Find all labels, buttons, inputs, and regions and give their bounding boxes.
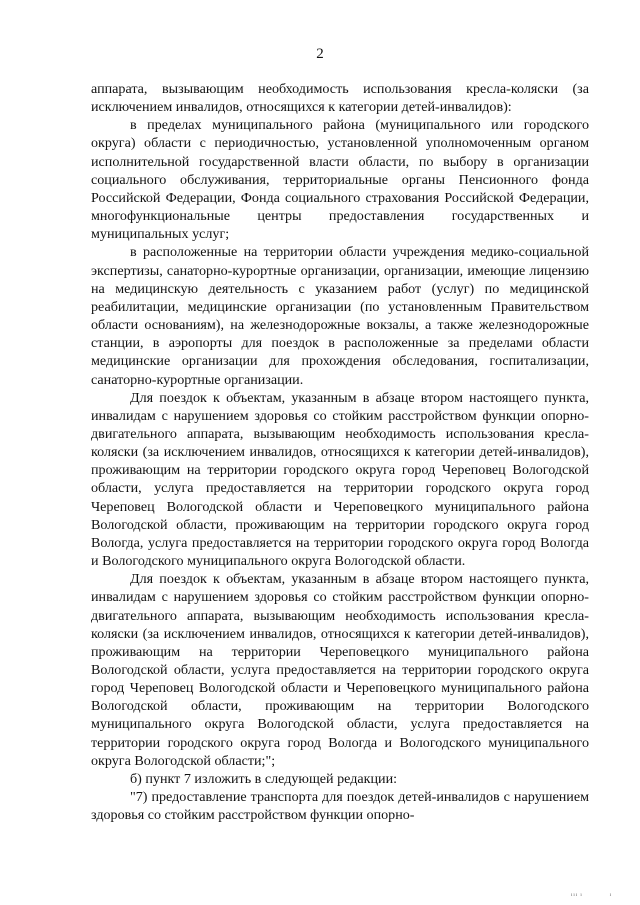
paragraph-item-b: б) пункт 7 изложить в следующей редакции: [130,770,398,787]
footer-mark: ııı ı ı [571,893,613,898]
paragraph-cherepovets: Для поездок к объектам, указанным в абзаце втором настоящего пункта, инвалидам с нарушением здоровья со стойким расстройством функции опорно-двигательного аппарата, вызывающим необходимость использования кресла-коляски (за исключением инвалидов, относящихся к категории детей-инвалидов), проживающим на территории городского округа город Череповец Вологодской области, услуга предоставляется на территории городского округа город Череповец Вологодской области и Череповецкого муниципального района Вологодской области, проживающим на территории городского округа город Вологда, услуга предоставляется на территории городского округа город Вологда и Вологодского муниципального округа Вологодской области. [91,389,589,570]
paragraph-continuation: аппарата, вызывающим необходимость использования кресла-коляски (за исключением инвалидов, относящихся к категории детей-инвалидов): [91,81,589,116]
paragraph-item-7: "7) предоставление транспорта для поездок детей-инвалидов с нарушением здоровья со стойким расстройством функции опорно- [91,789,589,824]
page-number: 2 [316,46,324,62]
paragraph-institutions: в расположенные на территории области учреждения медико-социальной экспертизы, санаторно-курортные организации, организации, имеющие лицензию на медицинскую деятельность с указанием работ (услуг) по медицинской реабилитации, медицинские организации (по установленным Правительством области основаниям), на железнодорожные вокзалы, а также железнодорожные станции, в аэропорты для поездок в расположенные за пределами области медицинские организации для прохождения обследования, госпитализации, санаторно-курортные организации. [91,244,589,388]
paragraph-cherepovets-district: Для поездок к объектам, указанным в абзаце втором настоящего пункта, инвалидам с нарушением здоровья со стойким расстройством функции опорно-двигательного аппарата, вызывающим необходимость использования кресла-коляски (за исключением инвалидов, относящихся к категории детей-инвалидов), проживающим на территории Череповецкого муниципального района Вологодской области, услуга предоставляется на территории городского округа город Череповец Вологодской области и Череповецкого муниципального района Вологодской области, проживающим на территории Вологодского муниципального округа Вологодской области, услуга предоставляется на территории городского округа город Вологда и Вологодского муниципального округа Вологодской области;"; [91,571,589,769]
paragraph-municipal-district: в пределах муниципального района (муниципального или городского округа) области с периодичностью, установленной уполномоченным органом исполнительной государственной власти области, по выбору в организации социального обслуживания, территориальные органы Пенсионного фонда Российской Федерации, Фонда социального страхования Российской Федерации, многофункциональные центры предоставления государственных и муниципальных услуг; [91,117,589,243]
document-body [91,80,589,824]
